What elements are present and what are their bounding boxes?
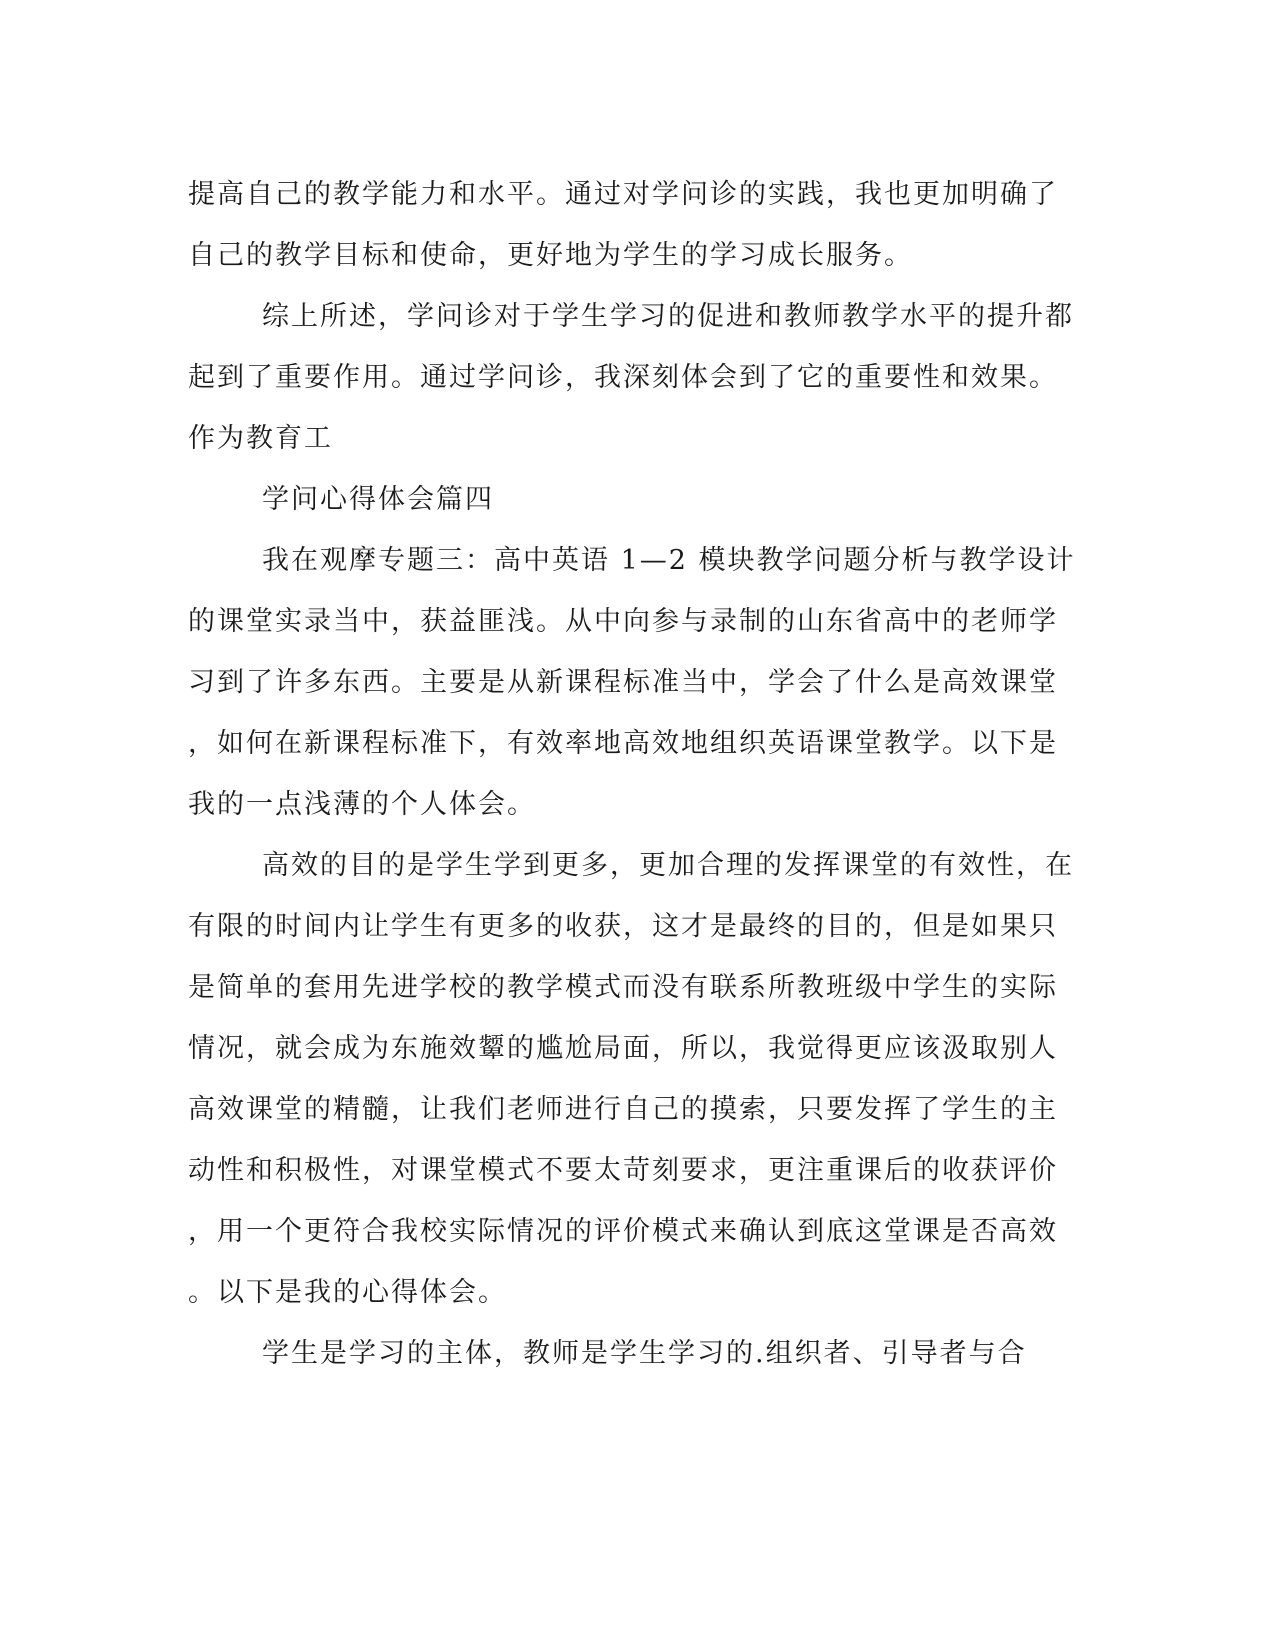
text-line: 情况，就会成为东施效颦的尴尬局面，所以，我觉得更应该汲取别人 xyxy=(188,1033,1058,1064)
document-body xyxy=(188,164,1076,1384)
text-line: 。以下是我的心得体会。 xyxy=(188,1277,507,1308)
text-line: 的课堂实录当中，获益匪浅。从中向参与录制的山东省高中的老师学 xyxy=(188,606,1058,637)
text-line: ，用一个更符合我校实际情况的评价模式来确认到底这堂课是否高效 xyxy=(188,1216,1058,1247)
text-line: 高效课堂的精髓，让我们老师进行自己的摸索，只要发挥了学生的主 xyxy=(188,1094,1058,1125)
paragraph-start-line: 我在观摩专题三：高中英语 1—2 模块教学问题分析与教学设计 xyxy=(262,545,1076,576)
text-line: 有限的时间内让学生有更多的收获，这才是最终的目的，但是如果只 xyxy=(188,911,1058,942)
section-heading: 学问心得体会篇四 xyxy=(262,484,494,515)
text-line: 我的一点浅薄的个人体会。 xyxy=(188,789,536,820)
paragraph-start-line: 学生是学习的主体，教师是学生学习的.组织者、引导者与合 xyxy=(262,1338,1027,1369)
text-line: 动性和积极性，对课堂模式不要太苛刻要求，更注重课后的收获评价 xyxy=(188,1155,1058,1186)
text-line: 自己的教学目标和使命，更好地为学生的学习成长服务。 xyxy=(188,240,913,271)
text-line: 作为教育工 xyxy=(188,423,333,454)
paragraph-start-line: 高效的目的是学生学到更多，更加合理的发挥课堂的有效性，在 xyxy=(262,850,1074,881)
text-line: 是简单的套用先进学校的教学模式而没有联系所教班级中学生的实际 xyxy=(188,972,1058,1003)
text-line: 习到了许多东西。主要是从新课程标准当中，学会了什么是高效课堂 xyxy=(188,667,1058,698)
text-line: ，如何在新课程标准下，有效率地高效地组织英语课堂教学。以下是 xyxy=(188,728,1058,759)
text-line: 提高自己的教学能力和水平。通过对学问诊的实践，我也更加明确了 xyxy=(188,179,1058,210)
text-line: 起到了重要作用。通过学问诊，我深刻体会到了它的重要性和效果。 xyxy=(188,362,1058,393)
paragraph-start-line: 综上所述，学问诊对于学生学习的促进和教师教学水平的提升都 xyxy=(262,301,1074,332)
